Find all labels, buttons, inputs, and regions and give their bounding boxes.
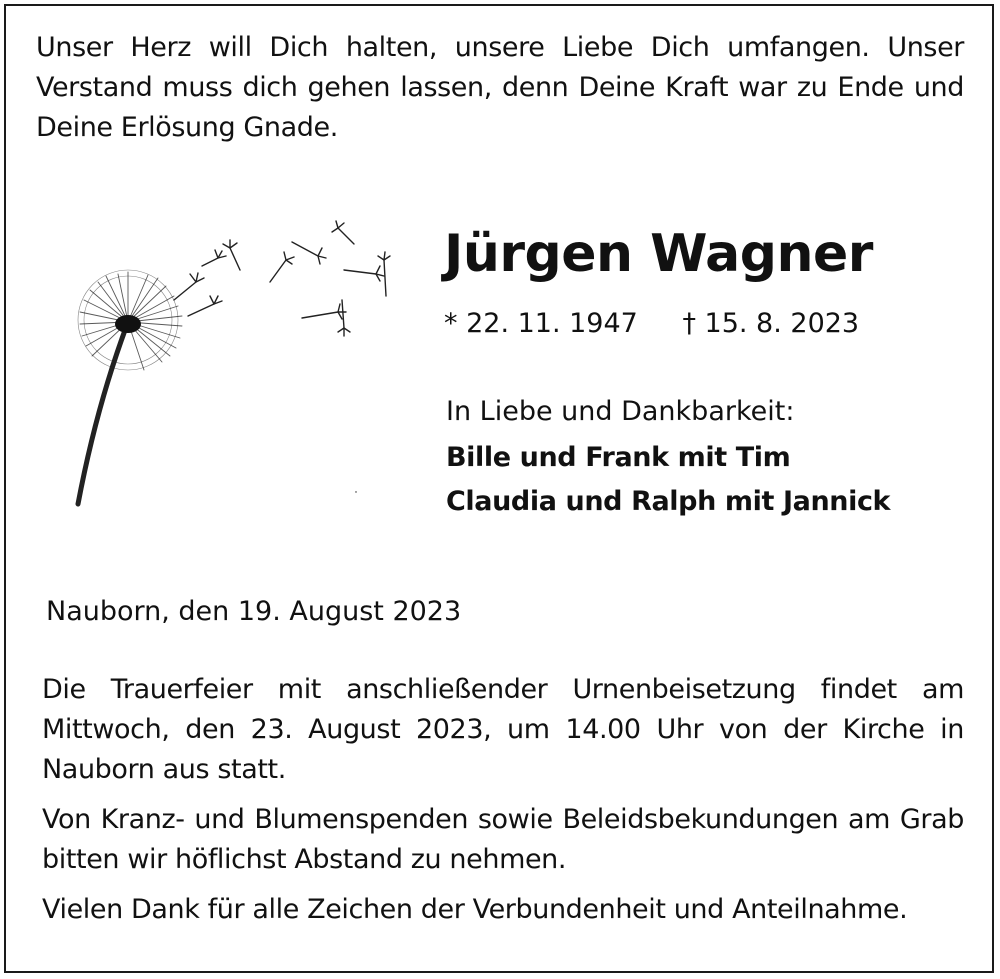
- deceased-name: Jürgen Wagner: [444, 224, 873, 284]
- mourner-line: Claudia und Ralph mit Jannick: [446, 486, 891, 517]
- mourner-line: Bille und Frank mit Tim: [446, 442, 791, 473]
- life-dates: [444, 304, 859, 344]
- flowers-paragraph: Von Kranz- und Blumenspenden sowie Beleidsbekundungen am Grab bitten wir höflichst Abstand zu nehmen.: [42, 804, 964, 875]
- intro-text: Unser Herz will Dich halten, unsere Liebe Dich umfangen. Unser Verstand muss dich gehen lassen, denn Deine Kraft war zu Ende und Deine Erlösung Gnade.: [36, 32, 964, 143]
- thanks-paragraph: Vielen Dank für alle Zeichen der Verbundenheit und Anteilnahme.: [42, 894, 908, 925]
- place-date: Nauborn, den 19. August 2023: [46, 596, 462, 627]
- funeral-paragraph: Die Trauerfeier mit anschließender Urnenbeisetzung findet am Mittwoch, den 23. August 2023, um 14.00 Uhr von der Kirche in Nauborn aus statt.: [42, 674, 964, 785]
- death-date: † 15. 8. 2023: [682, 308, 860, 339]
- dandelion-icon: [70, 220, 400, 510]
- mourners-intro: In Liebe und Dankbarkeit:: [446, 396, 795, 427]
- birth-date: * 22. 11. 1947: [444, 308, 638, 339]
